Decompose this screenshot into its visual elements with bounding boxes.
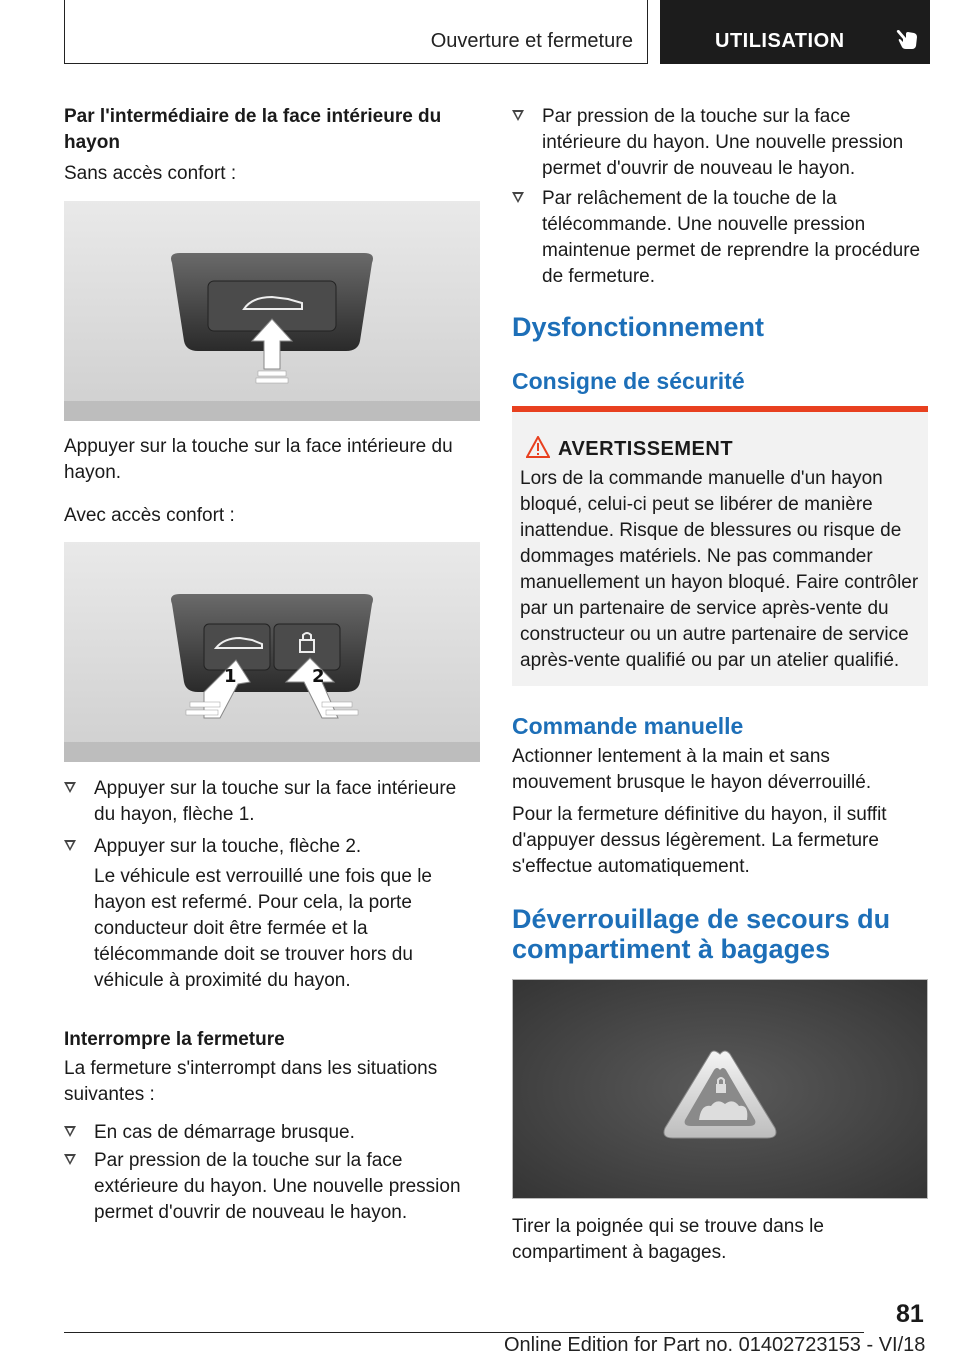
triangle-bullet-icon xyxy=(64,1126,76,1137)
figure-emergency-release xyxy=(512,979,928,1199)
footer-edition: Online Edition for Part no. 01402723153 - VI/18 xyxy=(504,1334,926,1356)
commande-heading: Commande manuelle xyxy=(512,713,744,739)
deverrouillage-heading: Déverrouillage de secours du compartiment à bagages xyxy=(512,904,891,964)
avec-acces-label: Avec accès confort : xyxy=(64,505,235,526)
list-item: Par relâchement de la touche de la télécommande. Une nouvelle pression maintenue permet de reprendre la procédure de fermeture. xyxy=(512,186,928,290)
warning-text: Lors de la commande manuelle d'un hayon bloqué, celui-ci peut se libérer de manière inattendue. Risque de blessures ou risque de dommages matériels. Ne pas commander manuellement un hayon bloqué. Faire contrôler par un partenaire de service après-vente du constructeur ou un autre partenaire de service après-vente qualifié ou par un atelier qualifié. xyxy=(520,468,919,671)
consigne-heading: Consigne de sécurité xyxy=(512,368,745,394)
arrow-label-1: 1 xyxy=(224,666,237,687)
hand-pointer-icon xyxy=(896,26,920,52)
figure-tailgate-buttons-dual xyxy=(64,542,480,762)
chapter-tab xyxy=(660,0,930,64)
sans-acces-label: Sans accès confort : xyxy=(64,163,237,184)
arrow-label-2: 2 xyxy=(312,666,325,687)
page-number: 81 xyxy=(896,1300,924,1328)
triangle-bullet-icon xyxy=(512,192,524,203)
warning-title: AVERTISSEMENT xyxy=(558,438,734,460)
triangle-bullet-icon xyxy=(64,782,76,793)
list-item: Appuyer sur la touche, flèche 2. xyxy=(64,834,480,860)
section-title: Ouverture et fermeture xyxy=(430,30,633,52)
warning-box xyxy=(512,406,928,686)
interrompre-heading: Interrompre la fermeture xyxy=(64,1029,285,1050)
dysfonctionnement-heading: Dysfonctionnement xyxy=(512,312,765,342)
warning-triangle-icon xyxy=(526,436,550,458)
figure-tailgate-button-single xyxy=(64,201,480,421)
list-item: Par pression de la touche sur la face extérieure du hayon. Une nouvelle pression permet d'ouvrir de nouveau le hayon. xyxy=(64,1148,480,1226)
list-item: Appuyer sur la touche sur la face intérieure du hayon, flèche 1. xyxy=(64,776,480,828)
bullet-note: Le véhicule est verrouillé une fois que le hayon est refermé. Pour cela, la porte conducteur doit être fermée et la télécommande doit se trouver hors du véhicule à proximité du hayon. xyxy=(94,866,432,991)
triangle-bullet-icon xyxy=(64,840,76,851)
triangle-bullet-icon xyxy=(512,110,524,121)
commande-text-2: Pour la fermeture définitive du hayon, il suffit d'appuyer dessus légèrement. La fermeture s'effectue automatiquement. xyxy=(512,804,887,877)
triangle-bullet-icon xyxy=(64,1154,76,1165)
chapter-title: UTILISATION xyxy=(715,30,845,52)
commande-text-1: Actionner lentement à la main et sans mouvement brusque le hayon déverrouillé. xyxy=(512,746,872,793)
caption-figure-1: Appuyer sur la touche sur la face intérieure du hayon. xyxy=(64,436,453,483)
list-item: Par pression de la touche sur la face intérieure du hayon. Une nouvelle pression permet d'ouvrir de nouveau le hayon. xyxy=(512,104,928,182)
list-item: En cas de démarrage brusque. xyxy=(64,1120,480,1146)
section-heading: Par l'intermédiaire de la face intérieure du hayon xyxy=(64,106,442,153)
interrompre-text: La fermeture s'interrompt dans les situations suivantes : xyxy=(64,1058,438,1105)
footer-divider xyxy=(64,1332,864,1333)
header-section-title xyxy=(64,0,648,64)
deverrouillage-caption: Tirer la poignée qui se trouve dans le compartiment à bagages. xyxy=(512,1216,824,1263)
